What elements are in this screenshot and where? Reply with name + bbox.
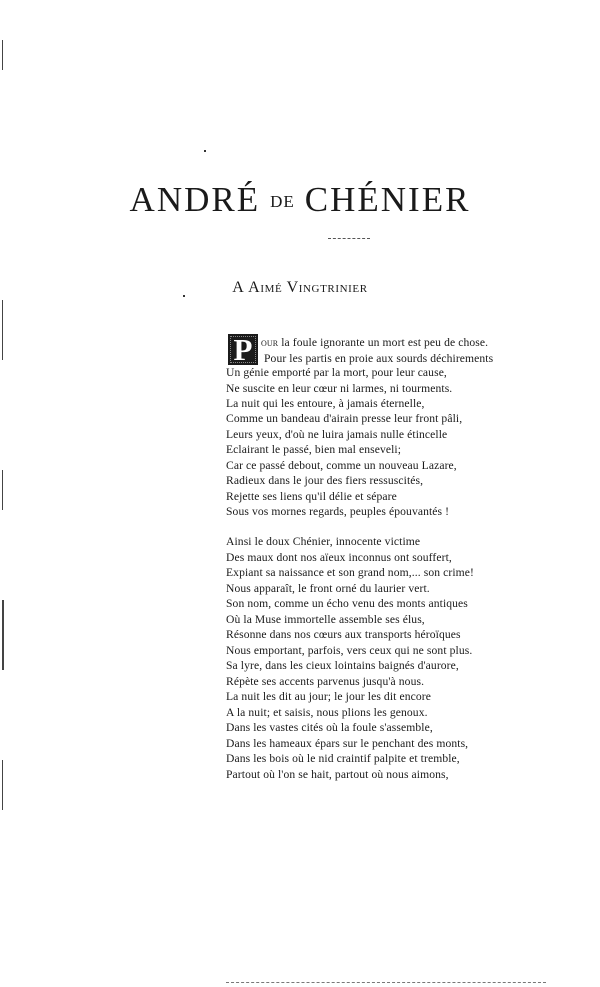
poem-line: Dans les vastes cités où la foule s'assemble,	[226, 721, 433, 734]
poem-line: Sous vos mornes regards, peuples épouvantés !	[226, 505, 450, 518]
poem-line: Partout où l'on se hait, partout où nous aimons,	[226, 768, 449, 781]
ornamental-dropcap: P	[228, 334, 258, 365]
binding-edge-mark	[2, 300, 3, 360]
title-name-part2: CHÉNIER	[304, 180, 471, 219]
poem-line: Dans les bois où le nid craintif palpite et tremble,	[226, 752, 460, 765]
binding-edge-mark	[2, 600, 4, 670]
poem-line: Où la Muse immortelle assemble ses élus,	[226, 613, 425, 626]
poem-line	[261, 336, 488, 350]
poem-line: Nous emportant, parfois, vers ceux qui ne sont plus.	[226, 644, 473, 657]
binding-edge-mark	[2, 40, 3, 70]
title-particle: DE	[270, 192, 295, 211]
poem-line: Radieux dans le jour des fiers ressuscités,	[226, 474, 424, 487]
poem-line: Comme un bandeau d'airain presse leur front pâli,	[226, 412, 463, 425]
poem-line: Expiant sa naissance et son grand nom,... son crime!	[226, 566, 474, 579]
title-divider	[328, 238, 370, 240]
poem-line: Son nom, comme un écho venu des monts antiques	[226, 597, 468, 610]
poem-line: La nuit qui les entoure, à jamais éternelle,	[226, 397, 425, 410]
poem-line: Nous apparaît, le front orné du laurier vert.	[226, 582, 430, 595]
poem-line: Résonne dans nos cœurs aux transports héroïques	[226, 628, 461, 641]
poem-line: Eclairant le passé, bien mal enseveli;	[226, 443, 402, 456]
poem-line: Car ce passé debout, comme un nouveau Lazare,	[226, 459, 457, 472]
poem-line-text: la foule ignorante un mort est peu de chose.	[278, 336, 489, 349]
dedication-name: Aimé Vingtrinier	[248, 279, 368, 296]
poem-line: Dans les hameaux épars sur le penchant des monts,	[226, 737, 469, 750]
poem-line: Rejette ses liens qu'il délie et sépare	[226, 490, 397, 503]
poem-line: Ainsi le doux Chénier, innocente victime	[226, 535, 421, 548]
poem-line: Un génie emporté par la mort, pour leur cause,	[226, 366, 447, 379]
dedication	[0, 279, 600, 297]
page-bottom-edge	[226, 982, 546, 983]
first-word-rest: our	[261, 336, 279, 349]
poem-line: Répète ses accents parvenus jusqu'à nous.	[226, 675, 425, 688]
poem-line: A la nuit; et saisis, nous plions les genoux.	[226, 706, 428, 719]
poem-line: Pour les partis en proie aux sourds déchirements	[264, 352, 494, 365]
poem-line: La nuit les dit au jour; le jour les dit encore	[226, 690, 431, 703]
title-name-part1: ANDRÉ	[129, 180, 261, 219]
page-title	[0, 178, 600, 224]
poem-line: Des maux dont nos aïeux inconnus ont souffert,	[226, 551, 452, 564]
binding-edge-mark	[2, 760, 3, 810]
poem-line: Sa lyre, dans les cieux lointains baignés d'aurore,	[226, 659, 459, 672]
poem-line: Leurs yeux, d'où ne luira jamais nulle étincelle	[226, 428, 448, 441]
dedication-prefix: A	[232, 279, 244, 296]
poem-line: Ne suscite en leur cœur ni larmes, ni tourments.	[226, 382, 453, 395]
stray-dot	[204, 150, 206, 152]
binding-edge-mark	[2, 470, 3, 510]
